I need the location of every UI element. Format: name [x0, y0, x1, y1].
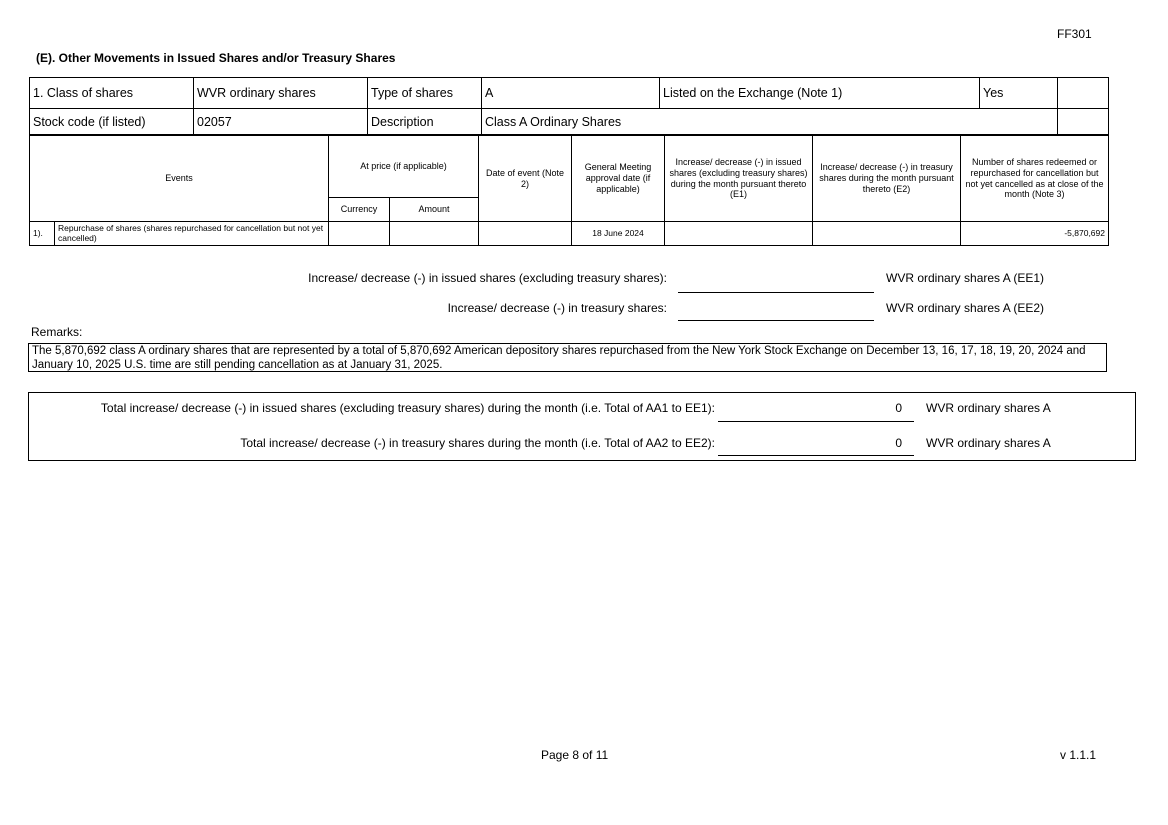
ee1-value-line: [678, 292, 874, 293]
description-label: Description: [368, 109, 482, 135]
row-gm-approval: 18 June 2024: [572, 222, 665, 246]
listed-label: Listed on the Exchange (Note 1): [660, 78, 980, 109]
version: v 1.1.1: [1060, 748, 1097, 762]
row-currency: [329, 222, 390, 246]
total-treasury-unit: WVR ordinary shares A: [926, 436, 1051, 450]
page-number: Page 8 of 11: [541, 748, 609, 762]
events-table: [29, 135, 1109, 246]
date-of-event-header: Date of event (Note 2): [479, 136, 572, 222]
share-info-table: [29, 77, 1109, 135]
note3-header: Number of shares redeemed or repurchased for cancellation but not yet cancelled as at close of the month (Note 3): [961, 136, 1109, 222]
currency-header: Currency: [329, 198, 390, 222]
row-e1: [665, 222, 813, 246]
amount-header: Amount: [390, 198, 479, 222]
row-date-of-event: [479, 222, 572, 246]
ee2-value-line: [678, 320, 874, 321]
row-number: 1).: [30, 222, 55, 246]
description-value: Class A Ordinary Shares: [482, 109, 1058, 135]
row-amount: [390, 222, 479, 246]
row-event: Repurchase of shares (shares repurchased for cancellation but not yet cancelled): [55, 222, 329, 246]
listed-value: Yes: [980, 78, 1058, 109]
section-title: (E). Other Movements in Issued Shares and/or Treasury Shares: [36, 51, 396, 65]
gm-approval-header: General Meeting approval date (if applicable): [572, 136, 665, 222]
total-issued-value: 0: [895, 401, 902, 415]
description-extra-cell: [1058, 109, 1109, 135]
listed-extra-cell: [1058, 78, 1109, 109]
total-issued-label: Total increase/ decrease (-) in issued shares (excluding treasury shares) during the month (i.e. Total of AA1 to EE1):: [100, 401, 715, 415]
class-of-shares-label: 1. Class of shares: [30, 78, 194, 109]
remarks-label: Remarks:: [31, 325, 83, 339]
e2-header: Increase/ decrease (-) in treasury shares during the month pursuant thereto (E2): [813, 136, 961, 222]
ee1-unit: WVR ordinary shares A (EE1): [886, 271, 1045, 285]
class-of-shares-value: WVR ordinary shares: [194, 78, 368, 109]
ee2-unit: WVR ordinary shares A (EE2): [886, 301, 1045, 315]
remarks-text: The 5,870,692 class A ordinary shares that are represented by a total of 5,870,692 American depository shares repurchased from the New York Stock Exchange on December 13, 16, 17, 18, 19, 20, 2024 and January 10, 2025 U.S. time are still pending cancellation as at January 31, 2025.: [28, 343, 1107, 372]
type-of-shares-label: Type of shares: [368, 78, 482, 109]
table-row: [30, 222, 1109, 246]
row-note3: -5,870,692: [961, 222, 1109, 246]
type-of-shares-value: A: [482, 78, 660, 109]
events-header: Events: [30, 136, 329, 222]
e1-header: Increase/ decrease (-) in issued shares (excluding treasury shares) during the month pursuant thereto (E1): [665, 136, 813, 222]
total-treasury-value: 0: [895, 436, 902, 450]
form-code: FF301: [1057, 27, 1092, 41]
at-price-header: At price (if applicable): [329, 136, 479, 198]
stock-code-label: Stock code (if listed): [30, 109, 194, 135]
total-treasury-line: [718, 455, 914, 456]
stock-code-value: 02057: [194, 109, 368, 135]
row-e2: [813, 222, 961, 246]
total-issued-line: [718, 421, 914, 422]
total-treasury-label: Total increase/ decrease (-) in treasury shares during the month (i.e. Total of AA2 to EE2):: [240, 436, 715, 450]
ee1-label: Increase/ decrease (-) in issued shares (excluding treasury shares):: [308, 271, 667, 285]
total-issued-unit: WVR ordinary shares A: [926, 401, 1051, 415]
ee2-label: Increase/ decrease (-) in treasury shares:: [447, 301, 667, 315]
